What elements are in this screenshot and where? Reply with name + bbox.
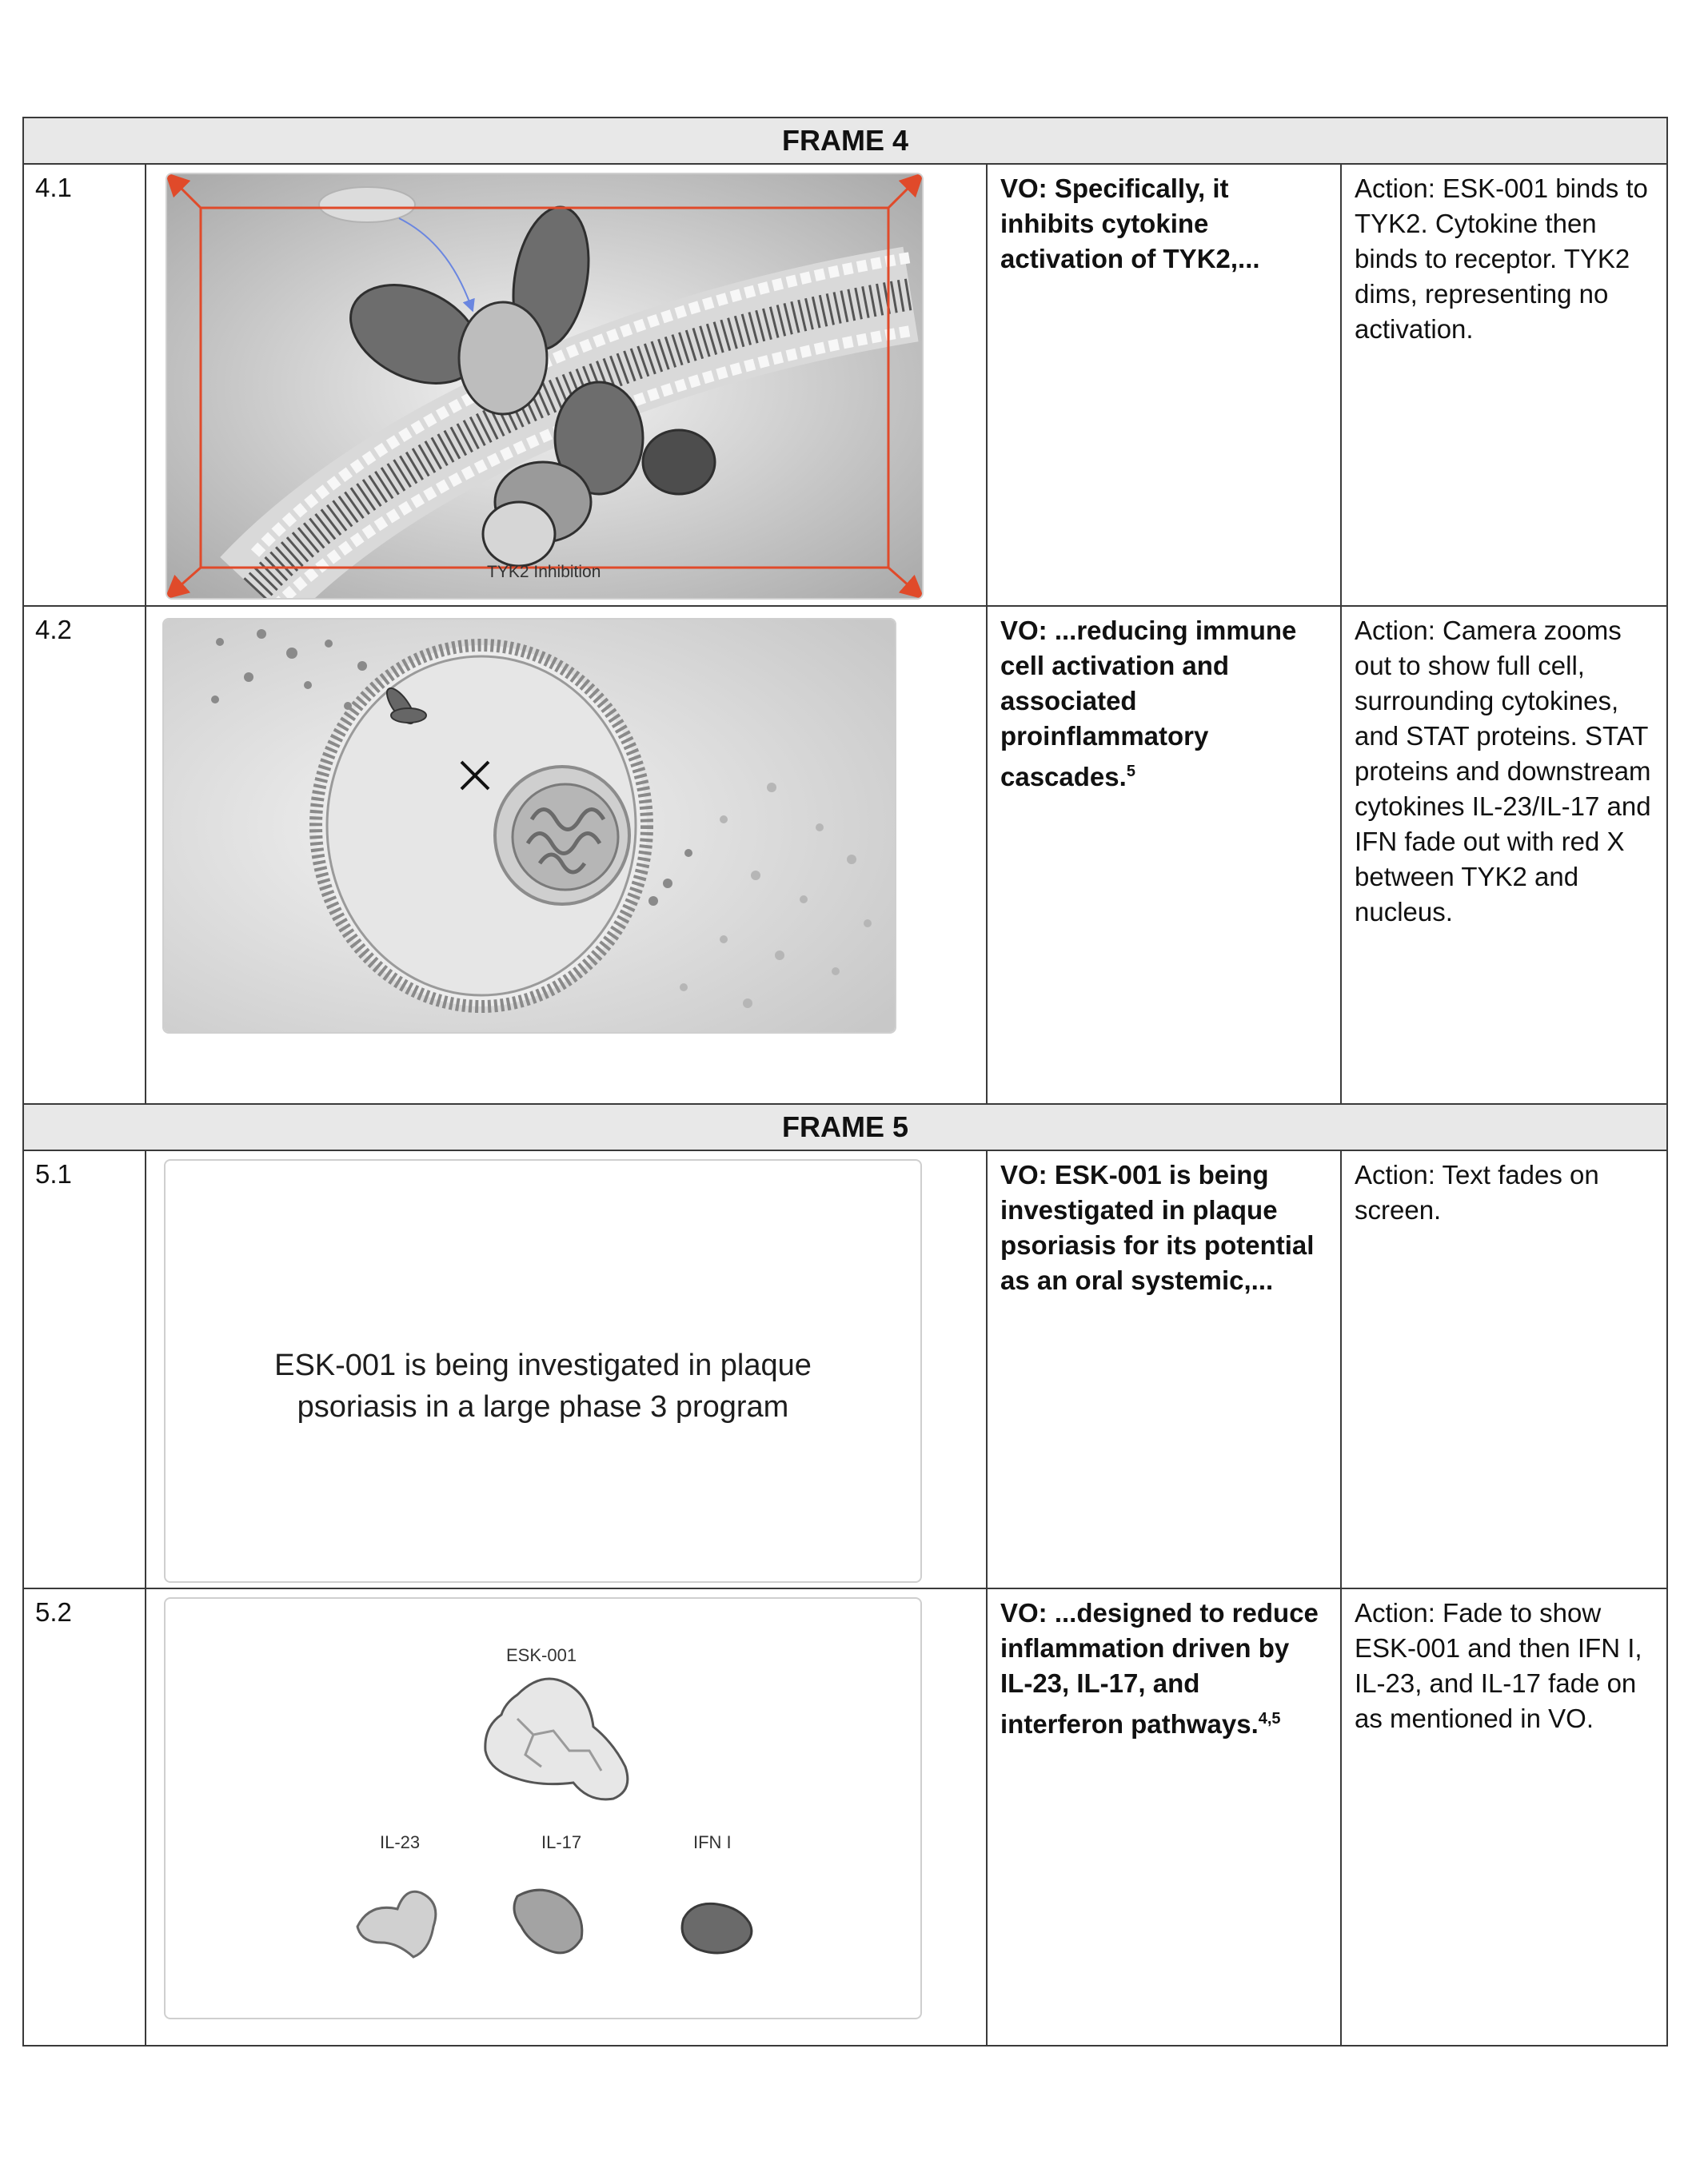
action-text: Action: Fade to show ESK-001 and then IFN I, IL-23, and IL-17 fade on as mentioned in VO. xyxy=(1341,1588,1667,2046)
reference-superscript: 5 xyxy=(1126,763,1135,780)
shot-number: 4.1 xyxy=(23,164,146,606)
shot-number: 4.2 xyxy=(23,606,146,1104)
reference-superscript: 4,5 xyxy=(1258,1710,1281,1728)
voiceover-text xyxy=(987,606,1341,1104)
action-text: Action: ESK-001 binds to TYK2. Cytokine then binds to receptor. TYK2 dims, representing no activation. xyxy=(1341,164,1667,606)
il23-label: IL-23 xyxy=(380,1832,421,1852)
cell-zoomout-image xyxy=(162,618,896,1034)
molecules-illustration xyxy=(166,1599,920,2018)
table-row xyxy=(23,1588,1667,2046)
action-text: Action: Text fades on screen. xyxy=(1341,1150,1667,1588)
frame-title: FRAME 4 xyxy=(23,118,1667,164)
slide-text: ESK-001 is being investigated in plaque psoriasis in a large phase 3 program xyxy=(274,1349,812,1424)
storyboard xyxy=(22,117,1666,2047)
storyboard-table xyxy=(22,117,1668,2047)
il17-protein xyxy=(514,1890,582,1953)
tyk2-illustration xyxy=(167,174,922,598)
tyk2-membrane-image xyxy=(166,173,924,600)
frame-title: FRAME 5 xyxy=(23,1104,1667,1150)
voiceover-line: VO: ESK-001 is being investigated in plaque psoriasis for its potential as an oral systemic,... xyxy=(1000,1160,1315,1295)
molecules-slide xyxy=(164,1597,922,2019)
table-row xyxy=(23,606,1667,1104)
ifn-protein xyxy=(682,1903,752,1953)
action-text: Action: Camera zooms out to show full cell, surrounding cytokines, and STAT proteins. STAT proteins and downstream cytokines IL-23/IL-17 and IFN fade out with red X between TYK2 and nucleus. xyxy=(1341,606,1667,1104)
storyboard-image-cell xyxy=(146,1588,987,2046)
storyboard-image-cell xyxy=(146,1150,987,1588)
table-row xyxy=(23,1150,1667,1588)
voiceover-text xyxy=(987,164,1341,606)
shot-number: 5.2 xyxy=(23,1588,146,2046)
storyboard-image-cell xyxy=(146,164,987,606)
shot-number: 5.1 xyxy=(23,1150,146,1588)
ifn-label: IFN I xyxy=(693,1832,732,1852)
voiceover-line: VO: ...designed to reduce inflammation driven by IL-23, IL-17, and interferon pathways. xyxy=(1000,1598,1319,1739)
cell-illustration xyxy=(164,620,895,1032)
il17-label: IL-17 xyxy=(541,1832,582,1852)
voiceover-line: VO: ...reducing immune cell activation and associated proinflammatory cascades. xyxy=(1000,616,1297,791)
esk001-molecule xyxy=(485,1679,628,1799)
voiceover-line: VO: Specifically, it inhibits cytokine activation of TYK2,... xyxy=(1000,173,1260,273)
esk001-label: ESK-001 xyxy=(506,1645,577,1665)
image-caption: TYK2 Inhibition xyxy=(487,563,601,581)
table-row xyxy=(23,164,1667,606)
il23-protein xyxy=(357,1891,436,1957)
text-slide xyxy=(164,1159,922,1583)
voiceover-text xyxy=(987,1150,1341,1588)
storyboard-image-cell xyxy=(146,606,987,1104)
voiceover-text xyxy=(987,1588,1341,2046)
